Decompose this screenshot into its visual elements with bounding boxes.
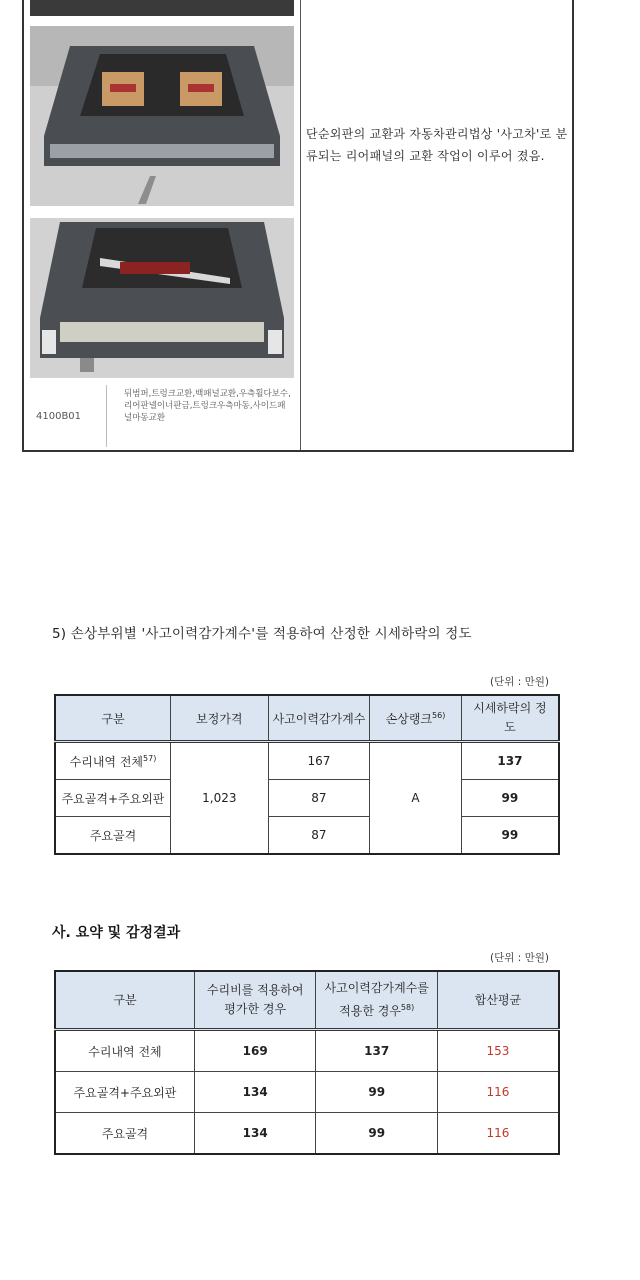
header-drop: 시세하락의 정도 — [461, 695, 559, 742]
row-coef: 137 — [316, 1030, 438, 1072]
part-description: 뒤범퍼,트렁크교환,백패널교환,우측휠다보수,리어판넬이너판금,트렁크우측마동,사이드패널마동교환 — [124, 389, 291, 423]
row-repair: 134 — [194, 1113, 316, 1155]
table-row — [55, 742, 559, 780]
row-label: 수리내역 전체 — [55, 1030, 194, 1072]
accident-report-box — [22, 0, 574, 452]
row-label: 수리내역 전체$^{57)}$ — [55, 742, 171, 780]
row-label: 주요골격 — [55, 1113, 194, 1155]
depreciation-table — [54, 694, 560, 855]
summary-unit: (단위 : 만원) — [490, 952, 549, 964]
row-coef: 87 — [268, 817, 370, 855]
rear-trunk-photo-1 — [30, 26, 294, 206]
header-category: 구분 — [55, 971, 194, 1030]
table-header-row — [55, 971, 559, 1030]
row-coef: 99 — [316, 1113, 438, 1155]
table-row — [55, 1113, 559, 1155]
row-average: 116 — [437, 1072, 559, 1113]
header-coef: 사고이력감가계수 — [268, 695, 370, 742]
row-label: 주요골격+주요외판 — [55, 780, 171, 817]
summary-table — [54, 970, 560, 1155]
header-price: 보정가격 — [171, 695, 269, 742]
damage-rank: A — [370, 742, 462, 855]
section5-unit: (단위 : 만원) — [490, 676, 549, 688]
row-label: 주요골격+주요외판 — [55, 1072, 194, 1113]
row-repair: 169 — [194, 1030, 316, 1072]
header-rank: 손상랭크$^{56)}$ — [370, 695, 462, 742]
table-header-row — [55, 695, 559, 742]
rear-trunk-photo-2 — [30, 218, 294, 378]
row-label: 주요골격 — [55, 817, 171, 855]
column-divider — [300, 0, 301, 450]
row-drop: 137 — [461, 742, 559, 780]
header-coef: 사고이력감가계수를 적용한 경우$^{58)}$ — [316, 971, 438, 1030]
repair-note: 단순외판의 교환과 자동차관리법상 '사고차'로 분류되는 리어패널의 교환 작업이 이루어 졌음. — [306, 127, 568, 163]
summary-title: 사. 요약 및 감정결과 — [52, 925, 181, 941]
row-average: 116 — [437, 1113, 559, 1155]
table-row — [55, 1072, 559, 1113]
code-divider — [106, 385, 107, 447]
row-drop: 99 — [461, 780, 559, 817]
table-row — [55, 780, 559, 817]
part-code: 4100B01 — [36, 410, 82, 422]
corrected-price: 1,023 — [171, 742, 269, 855]
table-row — [55, 1030, 559, 1072]
table-row — [55, 817, 559, 855]
row-repair: 134 — [194, 1072, 316, 1113]
row-drop: 99 — [461, 817, 559, 855]
row-coef: 167 — [268, 742, 370, 780]
header-average: 합산평균 — [437, 971, 559, 1030]
header-repair: 수리비를 적용하여 평가한 경우 — [194, 971, 316, 1030]
header-category: 구분 — [55, 695, 171, 742]
photo-top-strip — [30, 0, 294, 16]
section5-title: 5) 손상부위별 '사고이력감가계수'를 적용하여 산정한 시세하락의 정도 — [52, 626, 472, 642]
row-coef: 99 — [316, 1072, 438, 1113]
row-coef: 87 — [268, 780, 370, 817]
row-average: 153 — [437, 1030, 559, 1072]
